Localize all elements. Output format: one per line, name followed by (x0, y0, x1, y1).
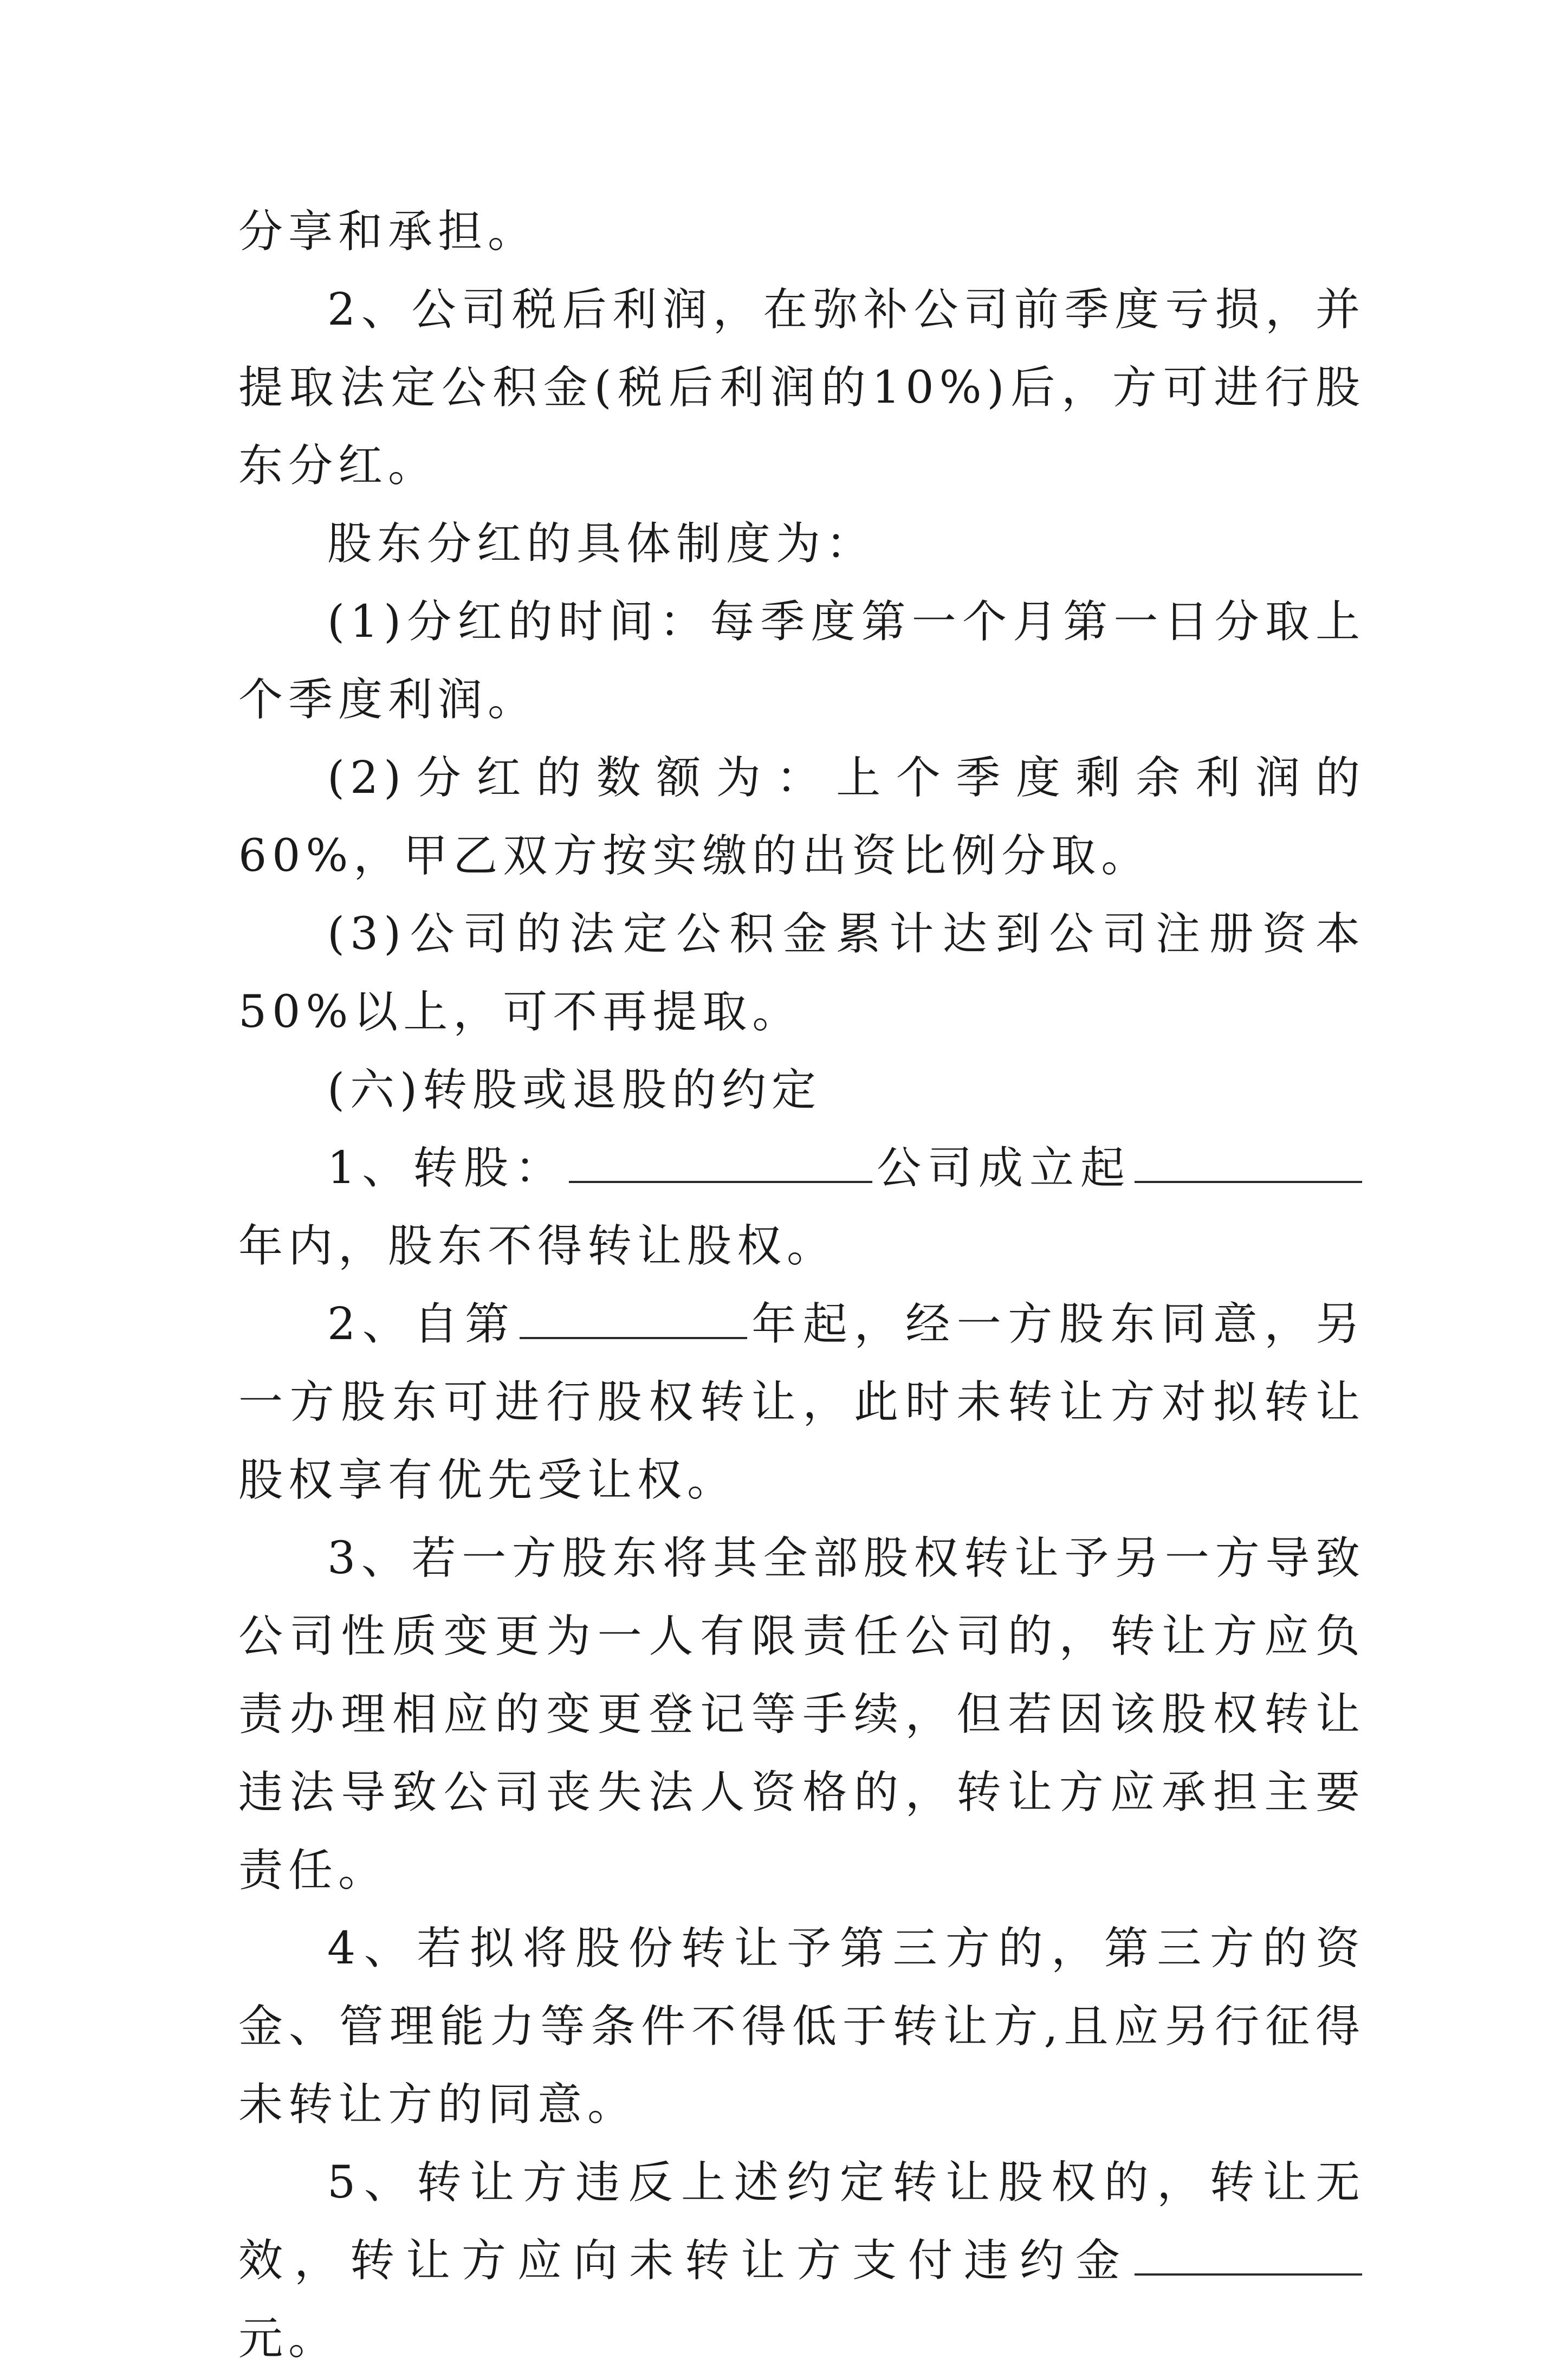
paragraph-transfer-clause-4: 4、若拟将股份转让予第三方的，第三方的资金、管理能力等条件不得低于转让方,且应另行征得未转让方的同意。 (238, 1923, 1365, 2130)
blank-field-company[interactable] (569, 1138, 872, 1183)
paragraph-continuation: 分享和承担。 (238, 206, 538, 257)
paragraph-dividend-amount: (2)分红的数额为：上个季度剩余利润的60%，甲乙双方按实缴的出资比例分取。 (238, 752, 1365, 882)
clause1-suffix: 年内，股东不得转让股权。 (238, 1220, 837, 1272)
clause2-prefix: 2、自第 (327, 1298, 516, 1350)
paragraph-transfer-clause-2 (238, 1285, 1365, 1520)
clause2-suffix: 年起，经一方股东同意，另一方股东可进行股权转让，此时未转让方对拟转让股权享有优先受让权。 (238, 1298, 1365, 1506)
blank-field-penalty[interactable] (1135, 2230, 1362, 2276)
blank-field-years[interactable] (1135, 1138, 1362, 1183)
document-body (238, 193, 1365, 2378)
clause5-suffix: 元。 (238, 2313, 339, 2364)
section-heading-transfer: (六)转股或退股的约定 (327, 1064, 821, 1116)
paragraph-transfer-clause-1 (238, 1129, 1365, 1285)
paragraph-reserve-limit: (3)公司的法定公积金累计达到公司注册资本50%以上，可不再提取。 (238, 908, 1365, 1038)
paragraph-transfer-clause-3: 3、若一方股东将其全部股权转让予另一方导致公司性质变更为一人有限责任公司的，转让方应负责办理相应的变更登记等手续，但若因该股权转让违法导致公司丧失法人资格的，转让方应承担主要责任。 (238, 1533, 1365, 1896)
clause1-prefix: 1、转股： (327, 1142, 566, 1194)
clause1-middle: 公司成立起 (876, 1142, 1131, 1194)
paragraph-dividend-intro: 股东分红的具体制度为： (327, 518, 876, 570)
paragraph-profit-clause-2: 2、公司税后利润，在弥补公司前季度亏损，并提取法定公积金(税后利润的10%)后，方可进行股东分红。 (238, 284, 1365, 492)
blank-field-start-year[interactable] (520, 1294, 747, 1339)
paragraph-dividend-time: (1)分红的时间：每季度第一个月第一日分取上个季度利润。 (238, 596, 1365, 726)
clause5-prefix: 5、转让方违反上述约定转让股权的，转让无效，转让方应向未转让方支付违约金 (238, 2157, 1365, 2286)
paragraph-transfer-clause-5 (238, 2144, 1365, 2378)
